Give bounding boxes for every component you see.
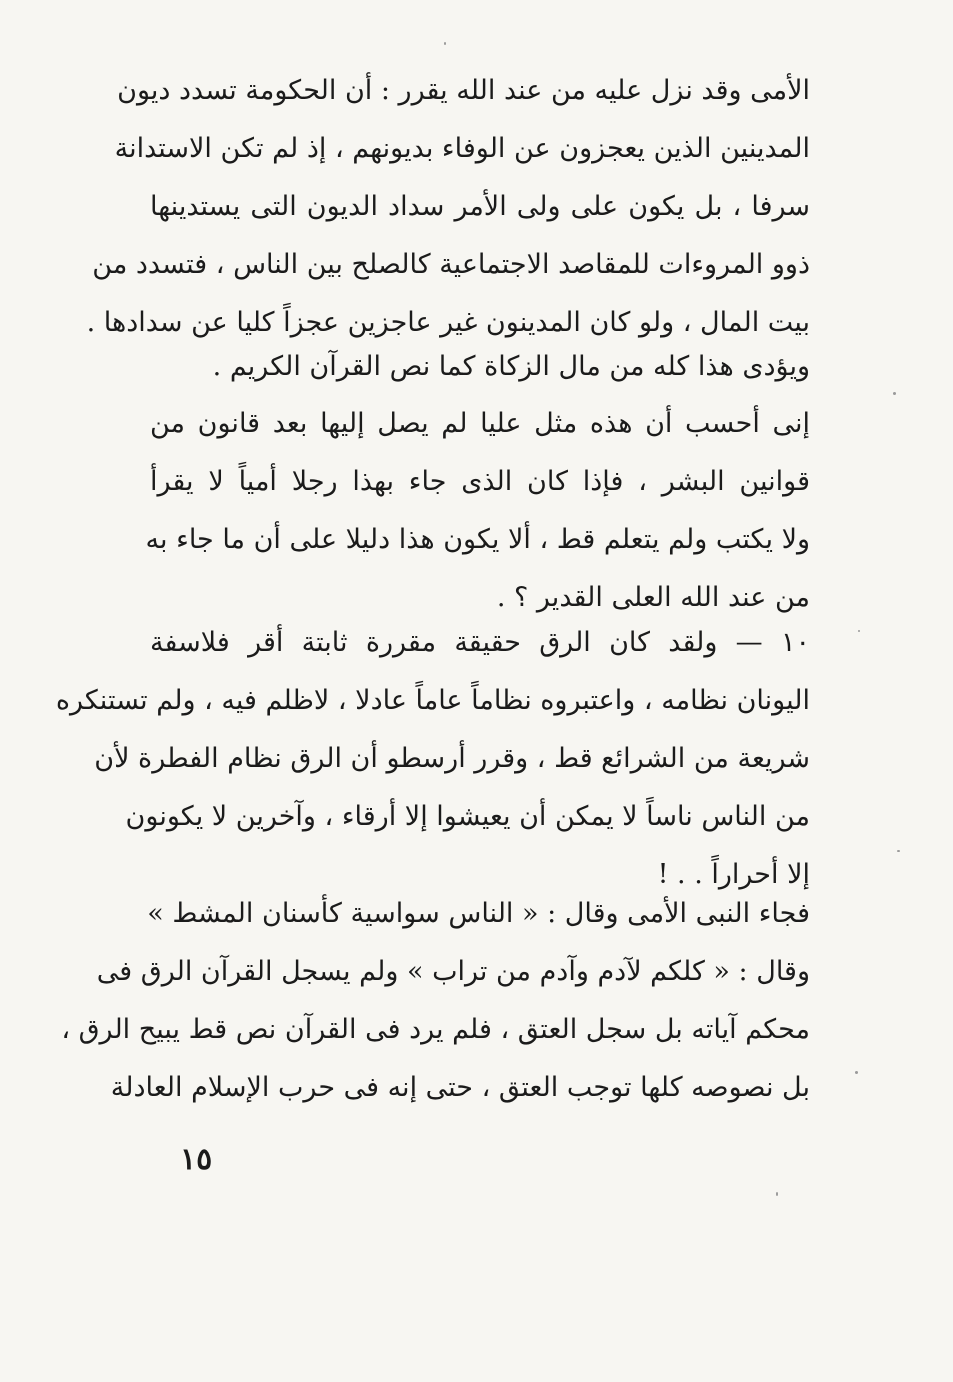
text-line: من عند الله العلى القدير ؟ . <box>496 582 810 613</box>
scan-speck <box>897 850 900 852</box>
text-line: اليونان نظامه ، واعتبروه نظاماً عاماً عادلا ، لاظلم فيه ، ولم تستنكره <box>55 685 810 716</box>
text-line: ذوو المروءات للمقاصد الاجتماعية كالصلح بين الناس ، فتسدد من <box>92 249 810 280</box>
text-line: محكم آياته بل سجل العتق ، فلم يرد فى القرآن نص قط يبيح الرق ، <box>61 1014 810 1045</box>
text-line: بيت المال ، ولو كان المدينون غير عاجزين عجزاً كليا عن سدادها . <box>86 307 810 338</box>
text-line: المدينين الذين يعجزون عن الوفاء بديونهم ، إذ لم تكن الاستدانة <box>114 133 810 164</box>
scan-speck <box>855 1071 858 1074</box>
paragraph-zakat <box>150 338 810 396</box>
scan-speck <box>776 1192 778 1196</box>
text-line: ولا يكتب ولم يتعلم قط ، ألا يكون هذا دليلا على أن ما جاء به <box>145 524 810 555</box>
text-line: ويؤدى هذا كله من مال الزكاة كما نص القرآن الكريم . <box>212 351 810 382</box>
text-line: وقال : « كلكم لآدم وآدم من تراب » ولم يسجل القرآن الرق فى <box>96 956 810 987</box>
paragraph-slavery <box>55 614 810 904</box>
text-line: ١٠ — ولقد كان الرق حقيقة مقررة ثابتة أقر فلاسفة <box>150 627 810 658</box>
text-line: الأمى وقد نزل عليه من عند الله يقرر : أن الحكومة تسدد ديون <box>117 75 810 106</box>
scan-speck <box>444 42 446 45</box>
page-number: ١٥ <box>180 1142 213 1177</box>
text-line: من الناس ناساً لا يمكن أن يعيشوا إلا أرقاء ، وآخرين لا يكونون <box>125 801 810 832</box>
scan-speck <box>893 392 896 395</box>
scan-speck <box>858 630 860 632</box>
text-line: إنى أحسب أن هذه مثل عليا لم يصل إليها بعد قانون من <box>150 408 810 439</box>
text-line: شريعة من الشرائع قط ، وقرر أرسطو أن الرق نظام الفطرة لأن <box>94 743 810 774</box>
text-line: إلا أحراراً . . ! <box>657 859 810 890</box>
paragraph-debts <box>86 62 810 352</box>
text-line: سرفا ، بل يكون على ولى الأمر سداد الديون التى يستدينها <box>150 191 810 222</box>
text-line: فجاء النبى الأمى وقال : « الناس سواسية كأسنان المشط » <box>147 898 810 929</box>
paragraph-prophet <box>61 885 810 1117</box>
text-line: قوانين البشر ، فإذا كان الذى جاء بهذا رجلا أمياً لا يقرأ <box>150 466 810 497</box>
text-line: بل نصوصه كلها توجب العتق ، حتى إنه فى حرب الإسلام العادلة <box>110 1072 810 1103</box>
paragraph-ideals <box>145 395 810 627</box>
